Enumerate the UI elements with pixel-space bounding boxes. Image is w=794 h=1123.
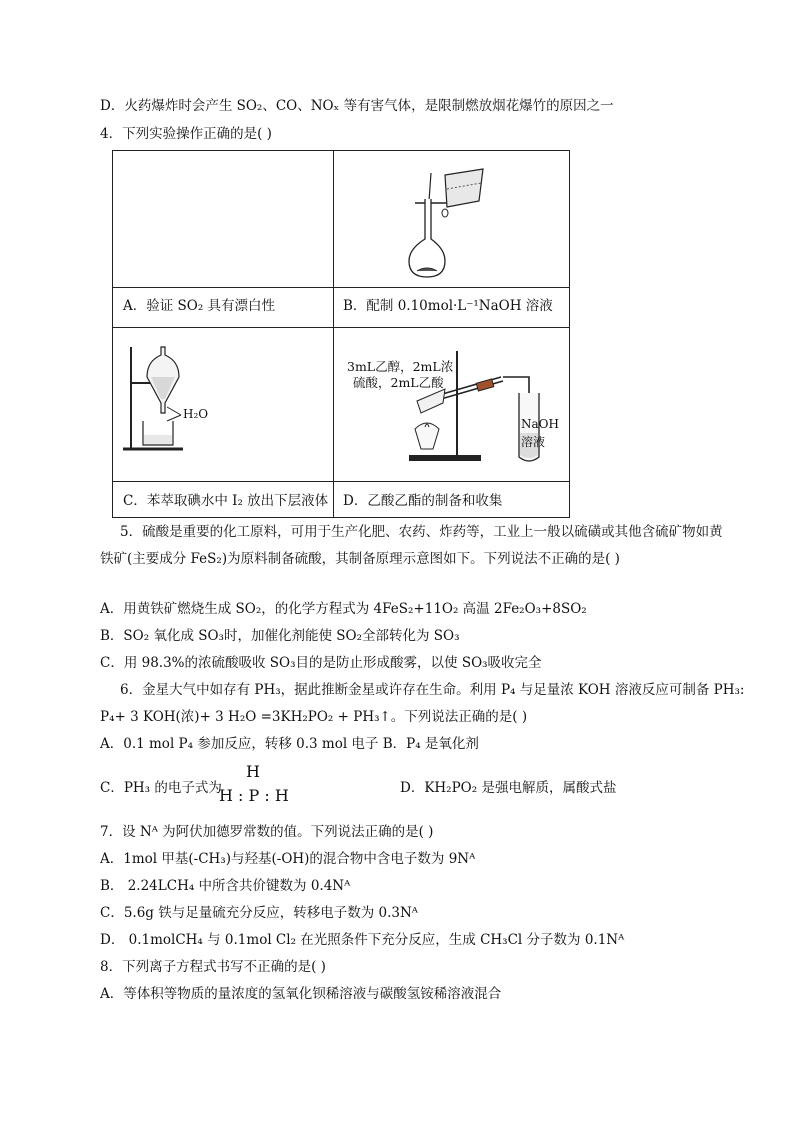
q5-option-b: B．SO₂ 氧化成 SO₃时，加催化剂能使 SO₂全部转化为 SO₃ [100, 628, 460, 644]
q4-d-label-1: 3mL乙醇，2mL浓 [347, 359, 454, 374]
q4-table [112, 150, 570, 518]
q8-stem: 8．下列离子方程式书写不正确的是( ) [100, 959, 326, 975]
q5-stem-line1: 5．硫酸是重要的化工原料，可用于生产化肥、农药、炸药等，工业上一般以硫磺或其他含硫矿物如黄 [120, 524, 723, 540]
q4-caption-d: D．乙酸乙酯的制备和收集 [343, 493, 503, 509]
q6-option-d: D．KH₂PO₂ 是强电解质，属酸式盐 [400, 780, 617, 796]
separatory-funnel-figure [121, 337, 211, 457]
q7-stem: 7．设 Nᴬ 为阿伏加德罗常数的值。下列说法正确的是( ) [100, 824, 434, 840]
table-divider-1 [113, 287, 569, 288]
q6-stem-line1: 6．金星大气中如存有 PH₃，据此推断金星或许存在生命。利用 P₄ 与足量浓 KOH 溶液反应可制备 PH₃: [120, 682, 745, 698]
q7-option-d: D． 0.1molCH₄ 与 0.1mol Cl₂ 在光照条件下充分反应，生成 CH₃Cl 分子数为 0.1Nᴬ [100, 932, 625, 948]
q6-stem-line2: P₄+ 3 KOH(浓)+ 3 H₂O =3KH₂PO₂ + PH₃↑。下列说法正确的是( ) [100, 709, 528, 725]
table-divider-3 [113, 481, 569, 482]
q3-option-d: D．火药爆炸时会产生 SO₂、CO、NOₓ 等有害气体，是限制燃放烟花爆竹的原因之一 [100, 98, 614, 114]
q4-stem: 4．下列实验操作正确的是( ) [100, 126, 272, 142]
q4-d-label-4: 溶液 [521, 435, 546, 449]
q5-option-a: A．用黄铁矿燃烧生成 SO₂，的化学方程式为 4FeS₂+11O₂ 高温 2Fe₂O₃+8SO₂ [100, 601, 587, 617]
q7-option-a: A．1mol 甲基(-CH₃)与羟基(-OH)的混合物中含电子数为 9Nᴬ [100, 851, 476, 867]
q4-caption-b: B．配制 0.10mol·L⁻¹NaOH 溶液 [343, 298, 553, 314]
q5-option-c: C．用 98.3%的浓硫酸吸收 SO₃目的是防止形成酸雾，以使 SO₃吸收完全 [100, 655, 542, 671]
q7-option-c: C．5.6g 铁与足量硫充分反应，转移电子数为 0.3Nᴬ [100, 905, 418, 921]
q5-stem-line2: 铁矿(主要成分 FeS₂)为原料制备硫酸，其制备原理示意图如下。下列说法不正确的是( ) [100, 551, 620, 567]
q4-d-label-2: 硫酸，2mL乙酸 [353, 375, 444, 390]
electron-formula-row: H : P : H [219, 786, 289, 805]
q6-option-ab: A．0.1 mol P₄ 参加反应，转移 0.3 mol 电子 B．P₄ 是氧化剂 [100, 736, 479, 752]
q6-option-c: C．PH₃ 的电子式为 [100, 780, 222, 796]
q8-option-a: A．等体积等物质的量浓度的氢氧化钡稀溶液与碳酸氢铵稀溶液混合 [100, 986, 502, 1002]
electron-formula-top-h: H [246, 762, 260, 781]
q4-d-label-3: NaOH [521, 417, 559, 431]
q4-c-water-label: H₂O [183, 407, 209, 421]
q4-caption-a: A．验证 SO₂ 具有漂白性 [123, 298, 276, 314]
q7-option-b: B． 2.24LCH₄ 中所含共价键数为 0.4Nᴬ [100, 878, 351, 894]
table-divider-2 [113, 327, 569, 328]
q4-caption-c: C．苯萃取碘水中 I₂ 放出下层液体 [123, 493, 329, 509]
volumetric-flask-figure [403, 159, 523, 285]
table-divider-vertical [333, 151, 334, 517]
